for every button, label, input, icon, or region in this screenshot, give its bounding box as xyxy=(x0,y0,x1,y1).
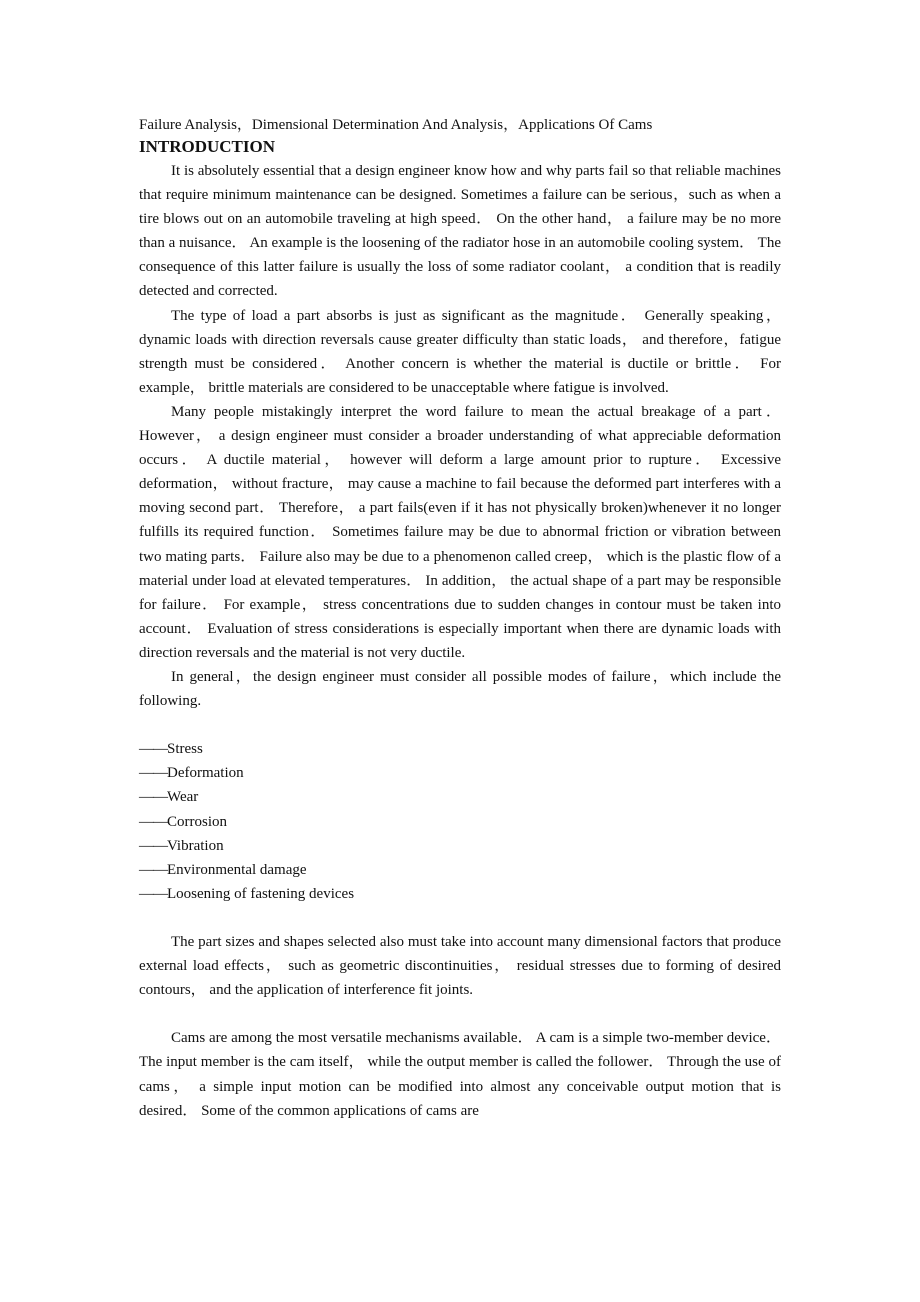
section-heading-introduction: INTRODUCTION xyxy=(139,137,276,156)
list-dash: —— xyxy=(139,813,167,830)
paragraph-failure-modes-intro: In general，the design engineer must consider all possible modes of failure，which include the following. xyxy=(139,668,781,710)
list-dash: —— xyxy=(139,885,167,902)
document-title: Failure Analysis，Dimensional Determination And Analysis，Applications Of Cams xyxy=(139,117,653,133)
list-item xyxy=(139,810,781,834)
paragraph-load-type: The type of load a part absorbs is just as significant as the magnitude． Generally speaking，dynamic loads with direction reversals cause greater difficulty than static loads， and therefore，fatigue strength must be considered． Another concern is whether the material is ductile or brittle． For example， brittle materials are considered to be unacceptable where fatigue is involved. xyxy=(139,307,781,396)
list-item xyxy=(139,834,781,858)
list-dash: —— xyxy=(139,861,167,878)
list-item-label: Environmental damage xyxy=(167,861,307,878)
blank-line xyxy=(139,906,781,930)
blank-line xyxy=(139,713,781,737)
list-item-label: Vibration xyxy=(167,837,224,854)
list-item-label: Loosening of fastening devices xyxy=(167,885,355,902)
list-item xyxy=(139,882,781,906)
list-item xyxy=(139,737,781,761)
list-item-label: Stress xyxy=(167,741,203,758)
list-item-label: Wear xyxy=(167,789,199,806)
list-item-label: Corrosion xyxy=(167,813,227,830)
list-item xyxy=(139,858,781,882)
list-item xyxy=(139,785,781,809)
list-item-label: Deformation xyxy=(167,765,244,782)
list-dash: —— xyxy=(139,789,167,806)
paragraph-dimensional-factors: The part sizes and shapes selected also must take into account many dimensional factors that produce external load effects， such as geometric discontinuities， residual stresses due to forming of desired contours， and the application of interference fit joints. xyxy=(139,934,781,999)
list-dash: —— xyxy=(139,741,167,758)
failure-modes-list xyxy=(139,737,781,906)
paragraph-failure-definition: Many people mistakingly interpret the word failure to mean the actual breakage of a part． However， a design engineer must consider a broader understanding of what appreciable deformation occurs． A ductile material， however will deform a large amount prior to rupture． Excessive deformation， without fracture， may cause a machine to fail because the deformed part interferes with a moving second part． Therefore， a part fails(even if it has not physically broken)whenever it no longer fulfills its required function． Sometimes failure may be due to abnormal friction or vibration between two mating parts． Failure also may be due to a phenomenon called creep， which is the plastic flow of a material under load at elevated temperatures． In addition， the actual shape of a part may be responsible for failure． For example， stress concentrations due to sudden changes in contour must be taken into account． Evaluation of stress considerations is especially important when there are dynamic loads with direction reversals and the material is not very ductile. xyxy=(139,403,781,661)
list-dash: —— xyxy=(139,765,167,782)
document-page xyxy=(139,113,781,1123)
blank-line xyxy=(139,1002,781,1026)
list-dash: —— xyxy=(139,837,167,854)
paragraph-failure-importance: It is absolutely essential that a design engineer know how and why parts fail so that reliable machines that require minimum maintenance can be designed. Sometimes a failure can be serious，such as when a tire blows out on an automobile traveling at high speed． On the other hand， a failure may be no more than a nuisance． An example is the loosening of the radiator hose in an automobile cooling system． The consequence of this latter failure is usually the loss of some radiator coolant， a condition that is readily detected and corrected. xyxy=(139,163,781,300)
list-item xyxy=(139,761,781,785)
paragraph-cams: Cams are among the most versatile mechanisms available． A cam is a simple two-member device． The input member is the cam itself， while the output member is called the follower． Through the use of cams， a simple input motion can be modified into almost any conceivable output motion that is desired． Some of the common applications of cams are xyxy=(139,1030,781,1119)
